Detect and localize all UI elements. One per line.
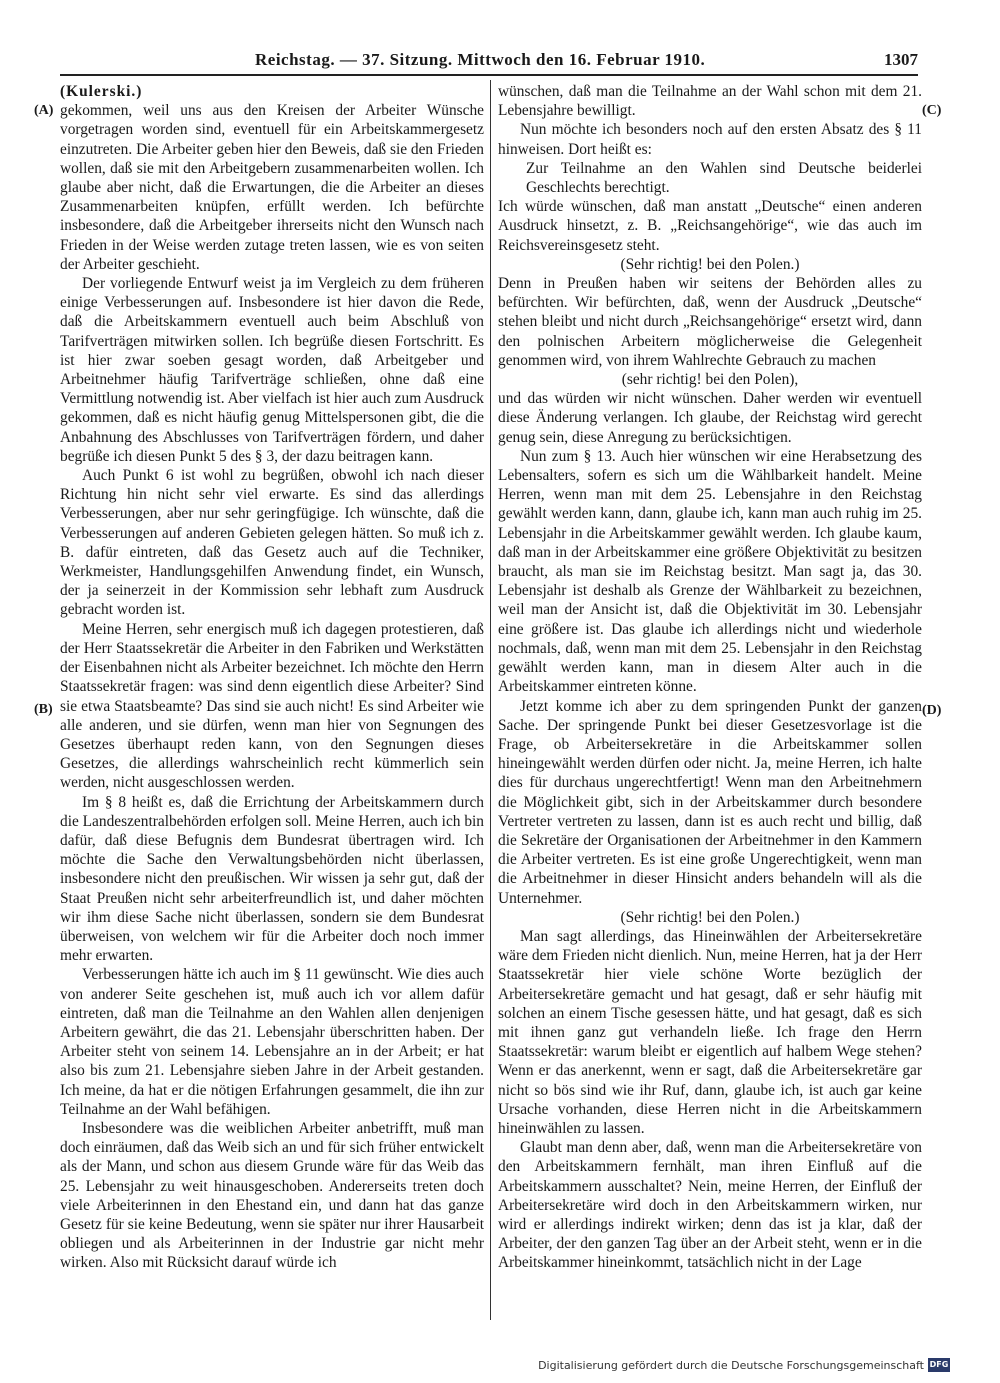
running-title: Reichstag. — 37. Sitzung. Mittwoch den 16. Februar 1910. [255, 50, 706, 69]
paragraph: Ich würde wünschen, daß man anstatt „Deutsche“ einen anderen Ausdruck hinsetzt, z. B. „Reichsangehörige“, wie das auch im Reichsvereinsgesetz steht. [498, 198, 922, 254]
interjection: (Sehr richtig! bei den Polen.) [620, 255, 800, 273]
page-number: 1307 [884, 50, 918, 69]
paragraph: Glaubt man denn aber, daß, wenn man die Arbeitersekretäre von den Arbeitskammern fernhält, man ihren Einfluß auf die Arbeitskammern ausschaltet? Nein, meine Herren, der Einfluß der Arbeitersekretäre wird doch in den Arbeitskammern wirken, nur wird er allerdings indirekt wirken; denn das ist ja klar, daß der Arbeiter, der den ganzen Tag über an der Arbeit steht, wenn er in die Arbeitskammer hineinkommt, tatsächlich nicht in der Lage [498, 1139, 922, 1272]
margin-marker-d: (D) [922, 703, 942, 718]
quoted-law-text: Zur Teilnahme an den Wahlen sind Deutsche beiderlei Geschlechts berechtigt. [526, 159, 922, 197]
column-divider [490, 80, 491, 1320]
page-header [60, 50, 918, 76]
paragraph: Jetzt komme ich aber zu dem springenden Punkt der ganzen Sache. Der springende Punkt bei dieser Gesetzesvorlage ist die Frage, ob Arbeitersekretäre in die Arbeitskammer sollen hineingewählt werden dürfen oder nicht. Ja, meine Herren, ich halte dies für durchaus ungerechtfertigt! Wenn man den Arbeitnehmern die Möglichkeit gibt, sich in der Arbeitskammer durch besondere Vertreter vertreten zu lassen, dann ist es auch recht und billig, daß die Sekretäre der Organisationen der Arbeitnehmer in den Kammern die Arbeiter vertreten. Es ist eine große Ungerechtigkeit, wenn man die Arbeitnehmer in dieser Hinsicht anders behandeln will als die Unternehmer. [498, 697, 922, 907]
interjection: (sehr richtig! bei den Polen), [621, 371, 799, 389]
interjection: (Sehr richtig! bei den Polen.) [620, 908, 800, 926]
right-column [498, 82, 922, 1273]
paragraph: Denn in Preußen haben wir seitens der Behörden alles zu befürchten. Wir befürchten, daß, wenn der Ausdruck „Deutsche“ stehen bleibt und nicht durch „Reichsangehörige“ ersetzt wird, dann den polnischen Arbeitern möglicherweise die Gelegenheit genommen wird, von ihrem Wahlrechte Gebrauch zu machen [498, 275, 922, 369]
paragraph: Auch Punkt 6 ist wohl zu begrüßen, obwohl ich nach dieser Richtung hin nicht sehr viel erwarte. Es sind das allerdings Verbesserungen, aber nur sehr geringfügige. Ich wünschte, daß die Verbesserungen auf anderen Gebieten gelegen hätten. So muß ich z. B. dafür eintreten, daß das Gesetz auch auf die Techniker, Werkmeister, Handlungsgehilfen Anwendung findet, ein Wunsch, der ja seinerzeit in der Kommission sehr lebhaft zum Ausdruck gebracht worden ist. [60, 467, 484, 619]
paragraph: Meine Herren, sehr energisch muß ich dagegen protestieren, daß der Herr Staatssekretär die Arbeiter in den Fabriken und Werkstätten der Eisenbahnen nicht als Arbeiter bezeichnet. Ich möchte den Herrn Staatssekretär fragen: was sind denn eigentlich diese Arbeiter? Sind sie etwa Staatsbeamte? Das sind sie auch nicht! Es sind Arbeiter wie alle anderen, und sie dürfen, wenn man hier von Segnungen des Gesetzes überhaupt reden kann, von den Segnungen dieses Gesetzes, die allerdings wahrscheinlich recht kümmerlich sein werden, nicht ausgeschlossen werden. [60, 620, 484, 792]
paragraph: Verbesserungen hätte ich auch im § 11 gewünscht. Wie dies auch von anderer Seite geschehen ist, muß auch ich vor allem dafür eintreten, daß man die Teilnahme an den Wahlen allen denjenigen Arbeitern gewährt, die das 21. Lebensjahr überschritten haben. Der Arbeiter steht von seinem 14. Lebensjahre an in der Arbeit; er hat also bis zum 21. Lebensjahre sieben Jahre in der Arbeit gestanden. Ich meine, da hat er die nötigen Erfahrungen gesammelt, die ihn zur Teilnahme an der Wahl befähigen. [60, 966, 484, 1118]
paragraph: und das würden wir nicht wünschen. Daher werden wir eventuell diese Änderung verlangen. Ich glaube, der Reichstag wird gerecht genug sein, diese Anregung zu berücksichtigen. [498, 390, 922, 446]
speaker-name: (Kulerski.) [60, 83, 143, 100]
paragraph: Man sagt allerdings, das Hineinwählen der Arbeitersekretäre wäre dem Frieden nicht dienlich. Nun, meine Herren, hat ja der Herr Staatssekretär hier viele schöne Worte bezüglich der Arbeitersekretäre gemacht und hat gesagt, daß er sehr häufig mit solchen an einem Tische gesessen hätte, und hat gesagt, daß es sich mit ihnen ganz gut verhandeln ließe. Ich frage den Herrn Staatssekretär: warum bleibt er eigentlich auf halbem Wege stehen? Wenn er das anerkennt, wenn er sagt, daß die Arbeitersekretäre gar nicht so bös sind wie ihr Ruf, dann, glaube ich, ist auch gar keine Ursache vorhanden, diese Herren nicht in die Arbeitskammern hineinwählen zu lassen. [498, 927, 922, 1137]
paragraph: Insbesondere was die weiblichen Arbeiter anbetrifft, muß man doch einräumen, daß das Weib sich an und für sich früher entwickelt als der Mann, und schon aus diesem Grunde wäre für das Weib das 25. Lebensjahr zu weit hinausgeschoben. Andererseits treten doch viele Arbeiterinnen in den Ehestand ein, und dann hat das ganze Gesetz für sie keine Bedeutung, wenn sie später nur ihrer Hausarbeit obliegen und als Arbeiterinnen in der Industrie gar nicht mehr wirken. Also mit Rücksicht darauf würde ich [60, 1119, 484, 1272]
dfg-logo-icon: DFG [928, 1358, 950, 1372]
margin-marker-b: (B) [34, 702, 53, 717]
paragraph: wünschen, daß man die Teilnahme an der Wahl schon mit dem 21. Lebensjahre bewilligt. [498, 83, 922, 120]
paragraph: gekommen, weil uns aus den Kreisen der Arbeiter Wünsche vorgetragen worden sind, eventuell für ein Arbeitskammergesetz einzutreten. Die Arbeiter geben hier den Beweis, daß sie den Frieden wollen, daß sie mit den Arbeitgebern zusammenarbeiten wollen. Ich glaube aber nicht, daß die Erwartungen, die die Arbeiter an dieses Zusammenarbeiten knüpfen, erfüllt werden. Ich befürchte insbesondere, daß die Arbeitgeber ihrerseits nicht den Wunsch nach Frieden in der Weise werden zutage treten lassen, wie es von seiten der Arbeiter geschieht. [60, 102, 484, 273]
credit-text: Digitalisierung gefördert durch die Deutsche Forschungsgemeinschaft [538, 1358, 924, 1372]
paragraph: Im § 8 heißt es, daß die Errichtung der Arbeitskammern durch die Landeszentralbehörden erfolgen soll. Meine Herren, auch ich bin dafür, daß diese Befugnis dem Bundesrat übertragen wird. Ich möchte die Sache den Verwaltungsbehörden nicht überlassen, insbesondere nicht den preußischen. Wir wissen ja sehr gut, daß der Staat Preußen nicht sehr arbeiterfreundlich ist, und daher möchten wir ihm diese Sache nicht überlassen, sondern sie dem Bundesrat überweisen, von welchem wir für die Arbeiter doch noch immer mehr erwarten. [60, 793, 484, 965]
margin-marker-c: (C) [922, 103, 942, 118]
left-column [60, 82, 484, 1273]
paragraph: Der vorliegende Entwurf weist ja im Vergleich zu dem früheren einige Verbesserungen auf. Insbesondere ist hier davon die Rede, daß die Arbeitskammern eventuell auch beim Abschluß von Tarifverträgen mitwirken sollen. Ich begrüße diesen Fortschritt. Es ist hier zwar soeben gesagt worden, daß Arbeitgeber und Arbeitnehmer häufig Tarifverträge schließen, ohne daß eine Vermittlung notwendig ist. Aber vielfach ist hier auch zum Ausdruck gekommen, daß es nicht häufig genug Mittelspersonen gibt, die die Anbahnung des Abschlusses von Tarifverträgen fördern, und daher begrüße ich diesen Punkt 5 des § 3, der dazu beitragen kann. [60, 275, 485, 465]
margin-marker-a: (A) [34, 103, 54, 118]
paragraph: Nun zum § 13. Auch hier wünschen wir eine Herabsetzung des Lebensalters, sofern es sich um die Wählbarkeit handelt. Meine Herren, wenn man mit dem 25. Lebensjahre in den Reichstag gewählt werden kann, dann, glaube ich, kann man auch ruhig im 25. Lebensjahr in die Arbeitskammer gewählt werden. Ich glaube kaum, daß man in der Arbeitskammer eine größere Objektivität zu besitzen braucht, als man sie im Reichstag besitzt. Man sagt ja, das 30. Lebensjahr ist deshalb als Grenze der Wählbarkeit zu bezeichnen, weil man der Ansicht ist, daß die Objektivität im 30. Lebensjahr eine größere ist. Das glaube ich allerdings nicht und wiederhole nochmals, daß, wenn man mit dem 25. Lebensjahr in den Reichstag gewählt werden kann, man in diesem Alter auch in die Arbeitskammer eintreten könne. [498, 447, 922, 696]
digitization-credit [538, 1358, 950, 1372]
paragraph: Nun möchte ich besonders noch auf den ersten Absatz des § 11 hinweisen. Dort heißt es: [498, 121, 922, 158]
